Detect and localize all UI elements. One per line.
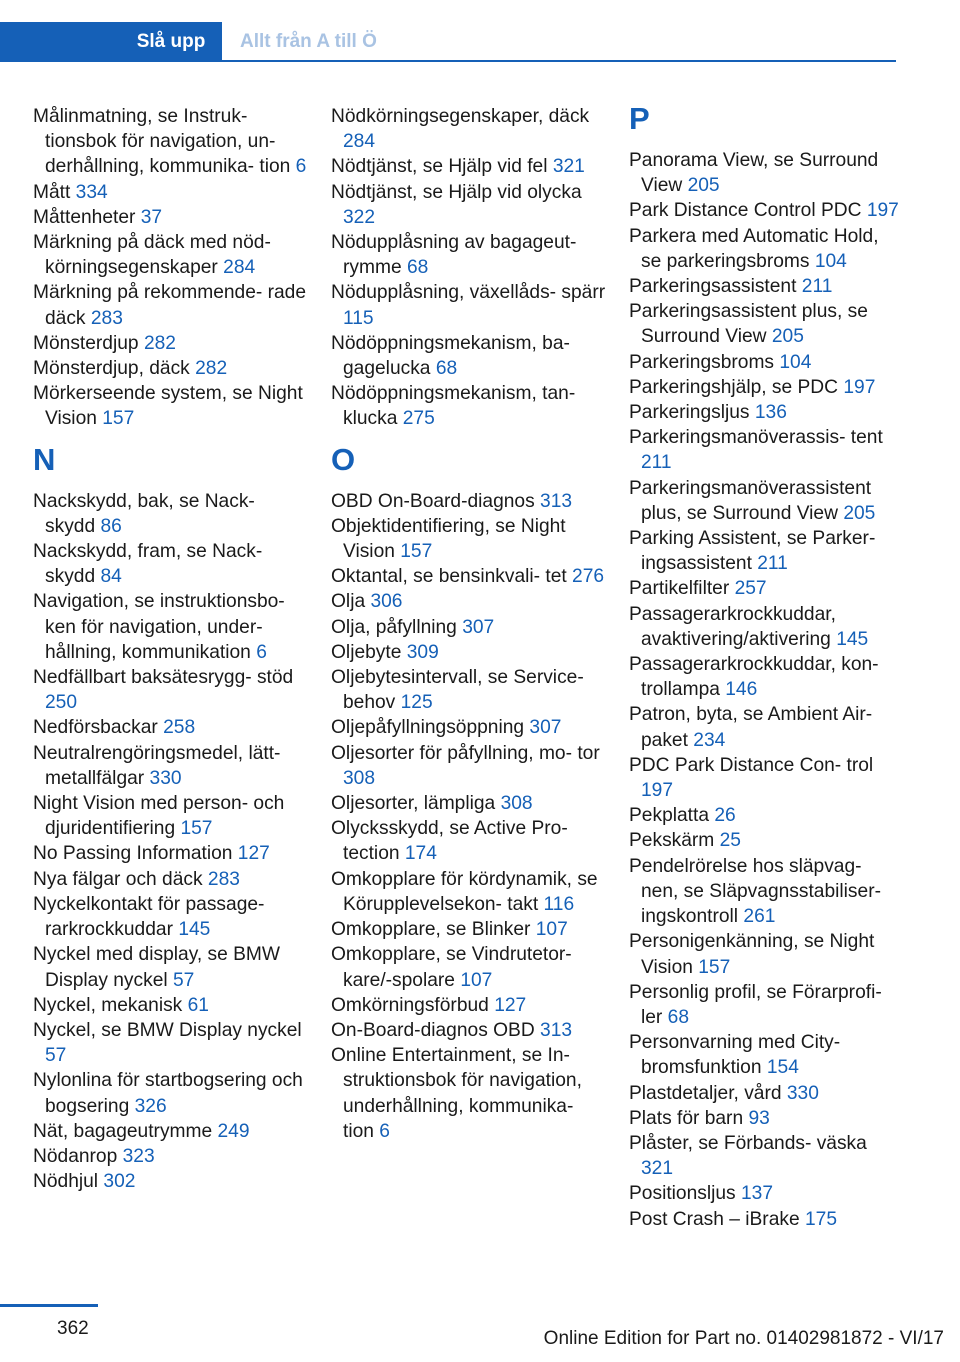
index-page-link[interactable]: 107 [460,969,493,991]
index-entry-text: Nylonlina för startbogsering och bogsering [33,1070,303,1117]
footer-edition: Online Edition for Part no. 01402981872 - VI/17 [543,1328,944,1349]
index-entry [33,791,308,841]
index-entry-text: PDC Park Distance Con‐ trol [629,754,874,776]
index-page-link[interactable]: 93 [748,1107,770,1129]
index-entry-text: Night Vision med person- och djuridentifiering [33,793,285,840]
index-page-link[interactable]: 321 [552,156,585,178]
index-entry [629,299,904,349]
index-entry-text: Mönsterdjup [33,332,139,354]
index-page-link[interactable]: 125 [400,692,433,714]
index-column-2 [331,104,606,1144]
index-page-link[interactable]: 6 [379,1120,390,1142]
index-entry-text: Patron, byta, se Ambient Air- paket [629,704,873,751]
index-entry-text: Nya fälgar och däck [33,868,203,890]
index-entry-text: Nyckel, se BMW Display nyckel [33,1019,302,1041]
index-entry [629,576,904,601]
index-entry-text: Parkeringsbroms [629,351,775,373]
index-entry [629,274,904,299]
index-entry-text: Olja [331,591,366,613]
index-page-link[interactable]: 284 [343,131,376,153]
index-entry [33,539,308,589]
index-page-link[interactable]: 107 [535,919,568,941]
index-entry-text: Oljebytesintervall, se Service‐ behov [331,667,584,714]
index-entry [33,489,308,539]
index-entry [331,791,606,816]
index-entry-text: Navigation, se instruktionsbo‐ ken för navigation, under‐ hållning, kommunikation [33,591,285,663]
index-entry-text: Mönsterdjup, däck [33,358,190,380]
index-entry [33,867,308,892]
page-number: 362 [57,1318,89,1339]
index-entry-text: Personlig profil, se Förarprofi‐ ler [629,981,882,1028]
index-entry-text: Passagerarkrockkuddar, kon‐ trollampa [629,654,879,701]
index-page-link[interactable]: 26 [714,805,736,827]
index-page-link[interactable]: 137 [741,1183,774,1205]
index-entry-text: Panorama View, se Surround View [629,150,879,197]
index-entry [331,104,606,154]
index-entry [629,350,904,375]
index-entry [33,892,308,942]
index-entry [331,993,606,1018]
index-page-link[interactable]: 146 [725,679,758,701]
index-page-link[interactable]: 104 [779,351,812,373]
index-page-link[interactable]: 282 [195,358,228,380]
index-entry [331,331,606,381]
index-page-link[interactable]: 68 [406,257,429,279]
index-entry-text: Omkopplare, se Vindrutetor‐ kare/-spolare [331,944,572,991]
index-entry-text: Positionsljus [629,1183,736,1205]
index-entry [331,640,606,665]
header-rule [222,60,896,62]
index-entry [331,917,606,942]
index-entry-text: Objektidentifiering, se Night Vision [331,515,566,563]
index-entry [331,816,606,866]
index-page-link[interactable]: 197 [866,200,899,222]
index-entry-text: Parkeringsmanöverassis‐ tent [629,427,883,449]
index-entry-text: Nyckel, mekanisk [33,994,183,1016]
index-page-link[interactable]: 211 [641,452,672,474]
index-entry-text: Mått [33,181,71,203]
index-page-link[interactable]: 323 [122,1145,155,1167]
index-page-link[interactable]: 211 [757,553,788,575]
index-entry [331,564,606,589]
index-entry [331,280,606,330]
index-entry-text: No Passing Information [33,843,233,865]
index-entry [629,803,904,828]
index-page-link[interactable]: 307 [462,616,495,638]
index-entry [331,942,606,992]
index-entry [629,1030,904,1080]
index-entry [33,205,308,230]
index-page-link[interactable]: 157 [180,818,213,840]
index-page-link[interactable]: 197 [843,376,876,398]
index-page-link[interactable]: 84 [100,566,122,588]
index-entry [33,741,308,791]
index-entry-text: Parkeringsljus [629,402,750,424]
index-entry [629,375,904,400]
index-page-link[interactable]: 283 [207,868,240,890]
index-entry-text: Nödanrop [33,1145,118,1167]
index-entry-text: Pendelrörelse hos släpvag‐ nen, se Släpvagnsstabiliser‐ ingskontroll [629,855,881,928]
index-page-link[interactable]: 308 [343,767,376,789]
index-entry [331,154,606,179]
index-page-link[interactable]: 136 [754,402,787,424]
index-page-link[interactable]: 302 [103,1171,136,1193]
index-page-link[interactable]: 282 [143,332,176,354]
index-page-link[interactable]: 322 [343,206,376,228]
index-entry [33,665,308,715]
index-entry-text: Nödöppningsmekanism, ba‐ gagelucka [331,332,570,380]
index-page-link[interactable]: 234 [693,729,726,751]
index-entry-text: Nyckelkontakt för passage‐ rarkrockkuddar [33,893,265,941]
index-entry-text: Parking Assistent, se Parker‐ ingsassistent [629,528,876,575]
index-entry-text: Parkeringshjälp, se PDC [629,376,839,398]
index-entry [33,331,308,356]
index-entry [33,1068,308,1118]
index-entry-text: Mörkerseende system, se Night Vision [33,383,303,430]
index-page-link[interactable]: 86 [100,515,122,537]
index-entry-text: Nödkörningsegenskaper, däck [331,106,590,127]
index-page-link[interactable]: 276 [572,566,605,588]
index-entry-text: Omkopplare för kördynamik, se Körupplevelsekon‐ takt [331,868,598,915]
index-entry-text: Post Crash – iBrake [629,1208,800,1230]
index-entry [331,489,606,514]
index-entry [331,514,606,564]
index-entry [331,230,606,280]
index-page-link[interactable]: 306 [370,591,403,613]
index-entry-text: Nödhjul [33,1171,99,1193]
index-entry-text: Parkera med Automatic Hold, se parkeringsbroms [629,225,879,272]
index-page-link[interactable]: 330 [149,767,182,789]
index-page-link[interactable]: 249 [217,1120,250,1142]
index-entry [331,180,606,230]
index-page-link[interactable]: 145 [836,628,869,650]
index-page-link[interactable]: 307 [529,717,562,739]
index-page-link[interactable]: 321 [641,1158,674,1180]
index-entry-text: OBD On-Board-diagnos [331,490,535,512]
index-column-1 [33,104,308,1194]
index-letter-heading: O [331,441,356,477]
page-number-rule [0,1304,98,1307]
index-entry-text: Plåster, se Förbands‐ väska [629,1132,867,1154]
index-entry-text: Neutralrengöringsmedel, lätt‐ metallfälgar [33,742,281,789]
index-entry [629,224,904,274]
index-entry-text: Passagerarkrockkuddar, avaktivering/aktivering [629,603,836,650]
tab-allt-fran-a-till-o[interactable]: Allt från A till Ö [240,31,377,52]
index-page-link[interactable]: 68 [667,1006,690,1028]
index-entry [629,425,904,475]
index-entry-text: Nödupplåsning av bagageut‐ rymme [331,232,577,279]
index-page-link[interactable]: 330 [786,1082,819,1104]
index-entry-text: Oljepåfyllningsöppning [331,717,525,739]
index-entry-text: Omkörningsförbud [331,994,489,1016]
index-page-link[interactable]: 157 [102,408,135,430]
index-page-link[interactable]: 127 [237,843,270,865]
index-page-link[interactable]: 61 [187,994,209,1016]
index-page-link[interactable]: 115 [343,307,374,329]
index-entry-text: Online Entertainment, se In‐ struktionsbok för navigation, underhållning, kommunika‐ tion [331,1045,582,1142]
index-entry-text: Oljesorter, lämpliga [331,793,496,815]
index-page-link[interactable]: 6 [295,156,307,178]
index-entry [629,602,904,652]
index-entry [629,1131,904,1181]
index-page-link[interactable]: 25 [719,830,741,852]
index-page-link[interactable]: 258 [163,717,196,739]
index-page-link[interactable]: 205 [771,326,804,348]
index-entry-text: Märkning på rekommende‐ rade däck [33,282,307,329]
index-entry-text: On-Board-diagnos OBD [331,1019,535,1041]
index-page-link[interactable]: 313 [540,1019,573,1041]
index-page-link[interactable]: 211 [801,276,833,298]
index-page-link[interactable]: 261 [743,906,776,928]
index-page-link[interactable]: 57 [45,1045,67,1067]
index-page-link[interactable]: 275 [402,408,435,430]
index-entry [33,1169,308,1194]
index-entry [331,715,606,740]
index-page-link[interactable]: 250 [45,692,78,714]
index-entry-text: Målinmatning, se Instruk‐ tionsbok för navigation, un‐ derhållning, kommunika‐ tion [33,106,291,178]
index-entry [33,841,308,866]
index-entry-text: Oljebyte [331,641,402,663]
index-entry-text: Måttenheter [33,206,136,228]
index-entry [629,1181,904,1206]
index-page-link[interactable]: 145 [178,919,211,941]
index-page-link[interactable]: 334 [75,181,108,203]
index-entry [629,526,904,576]
index-entry [331,1018,606,1043]
index-entry-text: Nackskydd, fram, se Nack‐ skydd [33,541,263,588]
index-page-link[interactable]: 116 [543,893,575,915]
index-entry-text: Nät, bagageutrymme [33,1120,213,1142]
index-entry-text: Olja, påfyllning [331,616,457,638]
index-entry [331,615,606,640]
index-page-link[interactable]: 326 [134,1095,167,1117]
index-letter-heading: P [629,101,650,136]
index-entry-text: Parkeringsassistent plus, se Surround View [629,301,868,348]
index-page-link[interactable]: 197 [641,780,674,802]
index-entry-text: Personigenkänning, se Night Vision [629,931,875,978]
index-entry-text: Nedfällbart baksätesrygg‐ stöd [33,667,294,689]
index-column-3 [629,101,904,1232]
index-page-link[interactable]: 205 [843,502,876,524]
index-page-link[interactable]: 284 [223,257,256,279]
index-entry [331,1043,606,1144]
index-entry [629,753,904,803]
index-page-link[interactable]: 257 [734,578,767,600]
index-entry-text: Partikelfilter [629,578,730,600]
index-page-link[interactable]: 68 [435,358,458,380]
index-entry [33,1018,308,1068]
index-entry [629,198,904,223]
index-entry-text: Plastdetaljer, vård [629,1082,782,1104]
index-entry [629,854,904,930]
index-entry [33,993,308,1018]
index-page-link[interactable]: 104 [814,250,847,272]
index-entry [331,867,606,917]
index-entry [331,589,606,614]
index-entry-text: Parkeringsassistent [629,276,797,298]
index-entry [33,180,308,205]
index-entry [331,381,606,431]
index-entry-text: Olycksskydd, se Active Pro‐ tection [331,818,568,865]
index-entry [629,400,904,425]
index-page-link[interactable]: 157 [400,541,433,563]
index-entry-text: Pekskärm [629,830,715,852]
index-entry-text: Nödupplåsning, växellåds‐ spärr [331,282,606,304]
index-entry [33,104,308,180]
index-entry [629,929,904,979]
index-page-link[interactable]: 309 [406,641,439,663]
index-entry-text: Plats för barn [629,1107,744,1129]
index-entry-text: Nödtjänst, se Hjälp vid fel [331,156,548,178]
index-entry [629,652,904,702]
index-entry [33,280,308,330]
tab-sla-upp[interactable]: Slå upp [0,22,222,62]
index-entry [331,665,606,715]
index-page-link[interactable]: 174 [404,843,437,865]
index-entry [629,1106,904,1131]
index-entry [33,1119,308,1144]
index-page-link[interactable]: 283 [90,307,123,329]
index-entry [33,589,308,665]
top-navigation [0,22,960,62]
index-entry-text: Oktantal, se bensinkvali‐ tet [331,566,567,588]
index-page-link[interactable]: 175 [804,1208,837,1230]
index-page-link[interactable]: 57 [172,969,195,991]
index-entry-text: Personvarning med City- bromsfunktion [629,1032,841,1079]
index-entry [33,715,308,740]
index-page-link[interactable]: 205 [687,175,720,197]
index-entry-text: Nedförsbackar [33,717,158,739]
index-entry-text: Märkning på däck med nöd‐ körningsegenskaper [33,232,271,279]
index-page-link[interactable]: 308 [500,793,533,815]
index-entry [629,702,904,752]
index-entry [629,1207,904,1232]
index-entry [331,741,606,791]
index-page-link[interactable]: 154 [766,1057,799,1079]
index-page-link[interactable]: 6 [256,641,267,663]
index-entry [33,230,308,280]
index-entry [629,828,904,853]
index-entry-text: Nödöppningsmekanism, tan‐ klucka [331,383,576,430]
index-entry-text: Nackskydd, bak, se Nack‐ skydd [33,490,255,537]
index-entry [629,980,904,1030]
index-entry-text: Pekplatta [629,805,710,827]
index-entry [33,1144,308,1169]
index-entry [33,356,308,381]
index-entry-text: Oljesorter för påfyllning, mo‐ tor [331,742,600,764]
index-page-link[interactable]: 37 [140,206,163,228]
index-entry-text: Parkeringsmanöverassistent plus, se Surround View [629,477,872,524]
index-page-link[interactable]: 157 [698,956,731,978]
index-entry-text: Nyckel med display, se BMW Display nyckel [33,944,281,991]
index-page-link[interactable]: 127 [494,994,527,1016]
index-entry [629,1081,904,1106]
index-entry [629,148,904,198]
index-letter-heading: N [33,441,56,477]
index-entry-text: Omkopplare, se Blinker [331,919,531,941]
index-entry [33,942,308,992]
index-entry [33,381,308,431]
index-entry [629,476,904,526]
index-entry-text: Park Distance Control PDC [629,200,862,222]
index-page-link[interactable]: 313 [540,490,573,512]
index-entry-text: Nödtjänst, se Hjälp vid olycka [331,181,582,203]
